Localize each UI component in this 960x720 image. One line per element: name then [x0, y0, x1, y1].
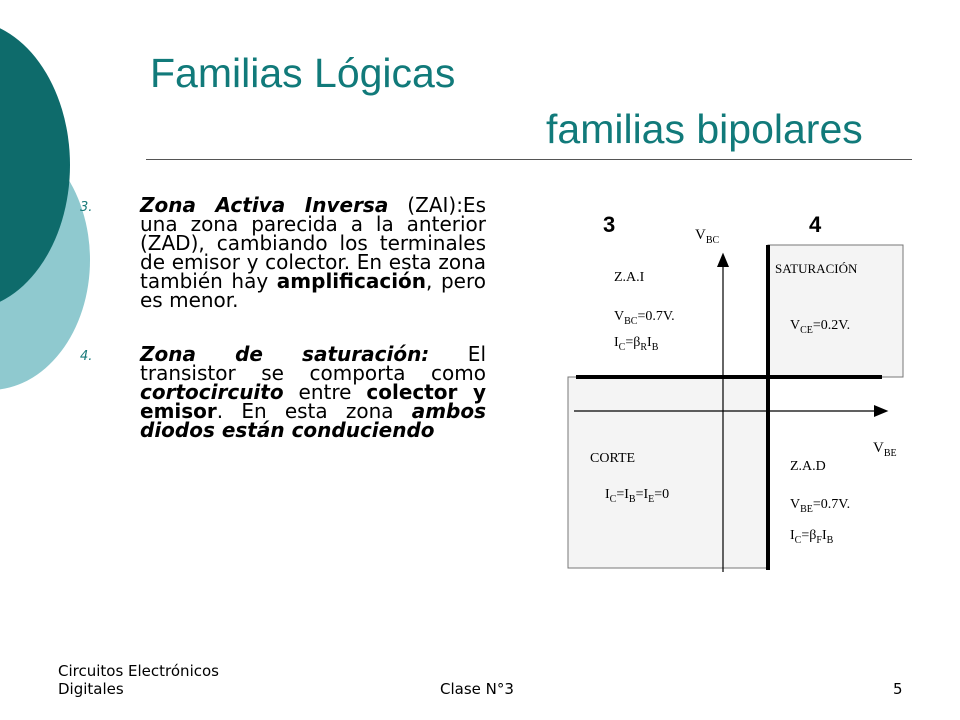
list-item-text: Zona de saturación: El transistor se comporta como cortocircuito entre colector y emisor. En esta zona ambos diodos están conduciendo — [140, 342, 486, 442]
zad-ic-equation: $I_C=\beta_FI_B$ — [790, 528, 834, 546]
footer-course — [58, 662, 219, 698]
footer-course-line2: Digitales — [58, 680, 124, 698]
saturation-title: SATURACIÓN — [775, 261, 858, 276]
region-number-3: 3 — [603, 212, 616, 237]
list-item-zai — [80, 193, 487, 312]
slide-title: Familias Lógicas — [150, 50, 456, 96]
list-item-number: 3. — [80, 200, 93, 215]
cutoff-region-box — [568, 377, 768, 568]
zai-ic-equation: $I_C=\beta_RI_B$ — [614, 335, 659, 353]
list-item-number: 4. — [80, 349, 93, 364]
vbc-axis-label: $V_{BC}$ — [695, 227, 720, 246]
region-number-4: 4 — [809, 212, 822, 237]
footer-page-number: 5 — [893, 680, 903, 698]
transistor-regions-diagram — [560, 200, 920, 580]
list-item-saturacion — [80, 342, 486, 442]
footer-course-line1: Circuitos Electrónicos — [58, 662, 219, 680]
vbe-axis-label: $V_{BE}$ — [873, 440, 897, 459]
slide-subtitle: familias bipolares — [546, 106, 863, 152]
title-divider — [146, 159, 912, 160]
footer-class: Clase N°3 — [440, 680, 514, 698]
saturation-vce-equation: $V_{CE}=0.2V$. — [790, 318, 851, 336]
list-item-text: Zona Activa Inversa (ZAI):Es una zona parecida a la anterior (ZAD), cambiando los terminales de emisor y colector. En esta zona también hay amplificación, pero es menor. — [140, 193, 487, 312]
zad-vbe-equation: $V_{BE}=0.7V$. — [790, 497, 851, 515]
zone-list — [80, 193, 487, 442]
zai-vbc-equation: $V_{BC}=0.7V$. — [614, 309, 675, 327]
zai-title: Z.A.I — [614, 270, 645, 285]
zad-title: Z.A.D — [790, 459, 826, 474]
corte-current-equation: $I_C=I_B=I_E=0$ — [605, 487, 670, 505]
corte-title: CORTE — [590, 451, 636, 466]
